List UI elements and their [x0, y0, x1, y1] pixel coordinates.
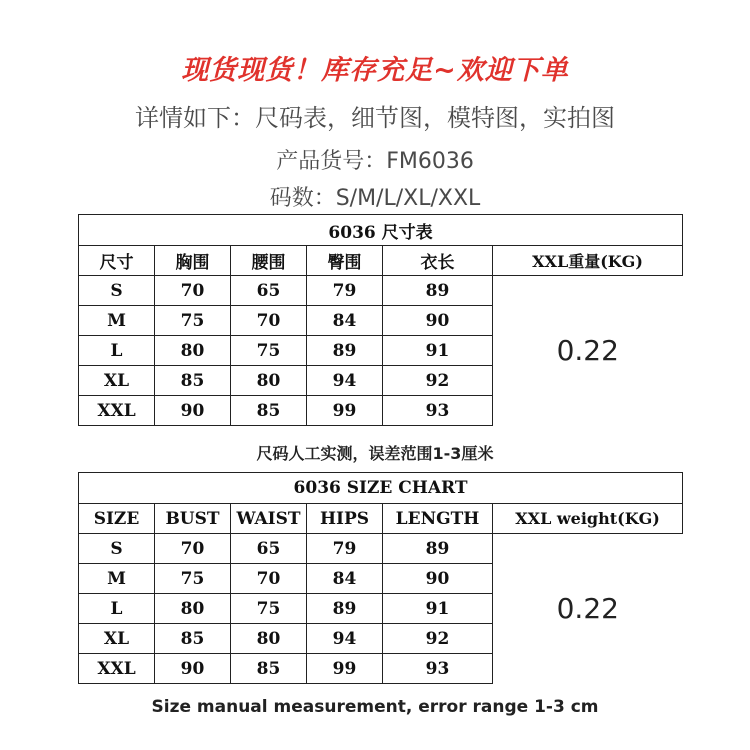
- table-cell: S: [79, 534, 155, 564]
- headline: 现货现货！库存充足~欢迎下单: [181, 55, 569, 86]
- chart-title: 6036 尺寸表: [79, 215, 683, 246]
- table-cell: XL: [79, 624, 155, 654]
- weight-value: 0.22: [493, 534, 683, 684]
- table-cell: 94: [307, 366, 383, 396]
- table-cell: L: [79, 594, 155, 624]
- table-cell: 70: [155, 276, 231, 306]
- table-cell: 80: [155, 594, 231, 624]
- table-cell: 92: [383, 366, 493, 396]
- table-cell: S: [79, 276, 155, 306]
- table-cell: 93: [383, 396, 493, 426]
- table-cell: 89: [307, 594, 383, 624]
- column-header: 胸围: [155, 246, 231, 276]
- table-row: [79, 534, 683, 564]
- table-cell: M: [79, 564, 155, 594]
- measurement-note-en: Size manual measurement, error range 1-3 cm: [151, 697, 599, 717]
- table-cell: 70: [231, 564, 307, 594]
- column-header: LENGTH: [383, 504, 493, 534]
- table-cell: 75: [155, 306, 231, 336]
- table-cell: 65: [231, 276, 307, 306]
- header-row: [79, 246, 683, 276]
- column-header: HIPS: [307, 504, 383, 534]
- table-cell: 70: [231, 306, 307, 336]
- table-cell: 93: [383, 654, 493, 684]
- table-cell: 89: [383, 276, 493, 306]
- detail-subtitle: 详情如下：尺码表，细节图，模特图，实拍图: [135, 104, 615, 132]
- table-cell: 85: [155, 624, 231, 654]
- column-header: SIZE: [79, 504, 155, 534]
- table-cell: 91: [383, 336, 493, 366]
- column-header: 臀围: [307, 246, 383, 276]
- table-cell: 75: [231, 594, 307, 624]
- table-cell: 94: [307, 624, 383, 654]
- table-cell: 65: [231, 534, 307, 564]
- product-code: 产品货号：FM6036: [276, 149, 474, 174]
- table-cell: 75: [155, 564, 231, 594]
- table-cell: 79: [307, 534, 383, 564]
- column-header: XXL weight(KG): [493, 504, 683, 534]
- chart-title: 6036 SIZE CHART: [79, 473, 683, 504]
- table-cell: 79: [307, 276, 383, 306]
- table-cell: 90: [383, 564, 493, 594]
- size-chart-cn: [78, 214, 683, 426]
- column-header: 尺寸: [79, 246, 155, 276]
- column-header: WAIST: [231, 504, 307, 534]
- table-cell: 92: [383, 624, 493, 654]
- table-cell: 90: [383, 306, 493, 336]
- weight-value: 0.22: [493, 276, 683, 426]
- table-cell: 99: [307, 654, 383, 684]
- table-cell: 84: [307, 306, 383, 336]
- size-chart-en: [78, 472, 683, 684]
- table-cell: 85: [155, 366, 231, 396]
- table-cell: XL: [79, 366, 155, 396]
- column-header: BUST: [155, 504, 231, 534]
- table-row: [79, 276, 683, 306]
- table-cell: 91: [383, 594, 493, 624]
- column-header: 腰围: [231, 246, 307, 276]
- column-header: XXL重量(KG): [493, 246, 683, 276]
- table-cell: 99: [307, 396, 383, 426]
- table-cell: 89: [383, 534, 493, 564]
- table-cell: M: [79, 306, 155, 336]
- available-sizes: 码数：S/M/L/XL/XXL: [269, 186, 481, 211]
- column-header: 衣长: [383, 246, 493, 276]
- table-cell: 80: [231, 624, 307, 654]
- table-cell: 80: [231, 366, 307, 396]
- table-cell: 75: [231, 336, 307, 366]
- table-cell: 89: [307, 336, 383, 366]
- table-cell: 90: [155, 396, 231, 426]
- header-row: [79, 504, 683, 534]
- table-cell: 70: [155, 534, 231, 564]
- table-cell: 80: [155, 336, 231, 366]
- measurement-note-cn: 尺码人工实测，误差范围1-3厘米: [256, 444, 494, 463]
- table-cell: 90: [155, 654, 231, 684]
- table-cell: 85: [231, 654, 307, 684]
- table-cell: 85: [231, 396, 307, 426]
- table-cell: XXL: [79, 396, 155, 426]
- table-cell: L: [79, 336, 155, 366]
- table-cell: 84: [307, 564, 383, 594]
- table-cell: XXL: [79, 654, 155, 684]
